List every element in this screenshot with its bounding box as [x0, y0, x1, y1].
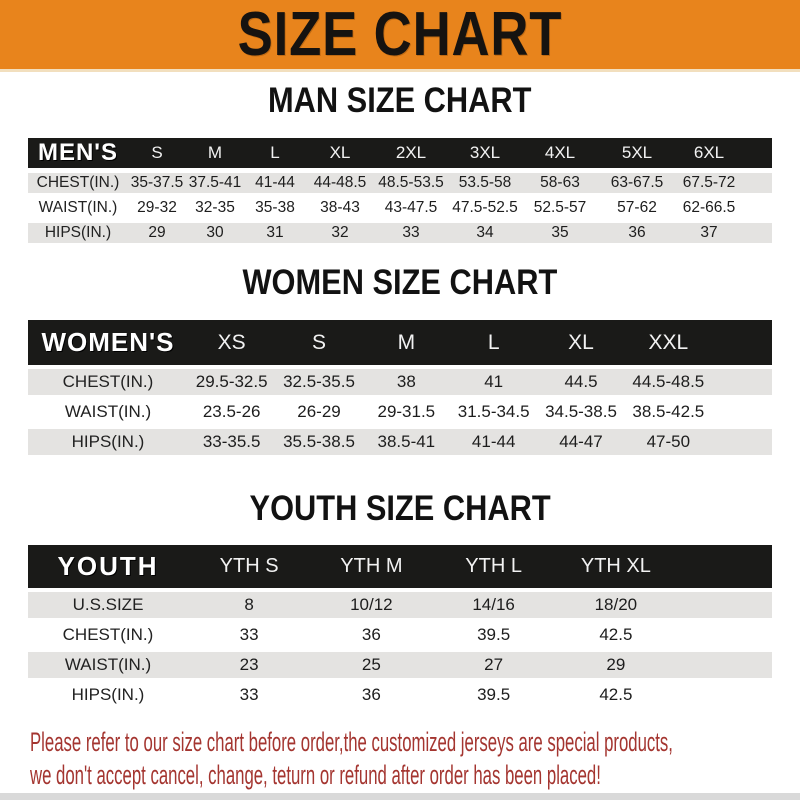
table-cell: 38-43: [320, 199, 360, 216]
table-cell: 44.5: [564, 372, 598, 391]
women-size-header: XXL: [648, 330, 689, 354]
table-cell: 30: [206, 224, 224, 241]
table-cell: 31: [266, 224, 284, 241]
row-label: U.S.SIZE: [72, 595, 144, 614]
youth-size-header: YTH S: [219, 555, 279, 577]
table-cell: 35-38: [255, 199, 295, 216]
women-size-header: XL: [568, 330, 594, 354]
youth-header-label: YOUTH: [57, 551, 159, 581]
table-cell: 29: [148, 224, 166, 241]
table-cell: 32.5-35.5: [283, 372, 355, 391]
men-size-header: 3XL: [469, 143, 501, 162]
table-cell: 37: [700, 224, 718, 241]
men-size-header: L: [270, 143, 280, 162]
youth-size-table: [28, 545, 772, 708]
women-size-header: XS: [217, 330, 246, 354]
table-cell: 38: [396, 372, 416, 391]
men-table-header-bar: [28, 138, 772, 168]
youth-chest-row: [28, 622, 772, 648]
women-header-label: WOMEN'S: [41, 327, 175, 357]
table-cell: 34.5-38.5: [545, 402, 617, 421]
men-section-title: [0, 81, 800, 120]
table-cell: 39.5: [477, 685, 511, 704]
women-size-header: L: [487, 330, 500, 354]
table-cell: 35.5-38.5: [283, 432, 355, 451]
youth-size-header: YTH L: [465, 555, 522, 577]
table-cell: 42.5: [599, 685, 633, 704]
youth-waist-row: [28, 652, 772, 678]
table-cell: 36: [628, 224, 646, 241]
row-label: HIPS(IN.): [71, 685, 145, 704]
men-chest-row: [28, 173, 772, 193]
table-cell: 31.5-34.5: [457, 402, 530, 421]
youth-hips-row: [28, 682, 772, 708]
men-size-header: 6XL: [693, 143, 725, 162]
women-section-title-text: WOMEN SIZE CHART: [242, 263, 558, 302]
table-cell: 53.5-58: [458, 174, 512, 191]
table-cell: 48.5-53.5: [378, 174, 444, 191]
table-cell: 23: [239, 655, 259, 674]
women-chest-row: [28, 369, 772, 395]
table-cell: 33: [239, 625, 259, 644]
table-cell: 44-48.5: [313, 174, 367, 191]
men-size-header: 5XL: [621, 143, 653, 162]
women-table-header-bar: [28, 320, 772, 365]
bottom-border: [0, 793, 800, 800]
table-cell: 47-50: [646, 432, 691, 451]
row-label: WAIST(IN.): [38, 199, 118, 216]
table-cell: 36: [361, 685, 381, 704]
youth-size-header: YTH XL: [580, 555, 651, 577]
table-cell: 47.5-52.5: [452, 199, 518, 216]
table-cell: 33-35.5: [202, 432, 261, 451]
men-hips-row: [28, 223, 772, 243]
table-cell: 29: [606, 655, 626, 674]
women-section-title: [0, 263, 800, 302]
table-cell: 33: [402, 224, 420, 241]
row-label: CHEST(IN.): [36, 174, 120, 191]
youth-ussize-row: [28, 592, 772, 618]
row-label: HIPS(IN.): [44, 224, 112, 241]
men-waist-row: [28, 198, 772, 218]
youth-size-header: YTH M: [340, 555, 403, 577]
youth-section-title-text: YOUTH SIZE CHART: [249, 489, 551, 528]
table-cell: 44.5-48.5: [632, 372, 705, 391]
table-cell: 33: [239, 685, 259, 704]
row-label: WAIST(IN.): [64, 402, 152, 421]
women-waist-row: [28, 399, 772, 425]
row-label: CHEST(IN.): [62, 625, 154, 644]
youth-table-header-bar: [28, 545, 772, 588]
table-cell: 39.5: [477, 625, 511, 644]
row-label: WAIST(IN.): [64, 655, 152, 674]
table-cell: 14/16: [472, 595, 515, 614]
women-hips-row: [28, 429, 772, 455]
size-chart-banner: [0, 0, 800, 72]
men-size-header: 2XL: [395, 143, 427, 162]
disclaimer-line-1: Please refer to our size chart before order,the customized jerseys are special products,: [30, 727, 673, 757]
table-cell: 32-35: [195, 199, 235, 216]
women-size-table: [28, 320, 772, 455]
men-header-label: MEN'S: [37, 139, 119, 166]
table-cell: 29.5-32.5: [195, 372, 268, 391]
table-cell: 32: [331, 224, 349, 241]
table-cell: 63-67.5: [610, 174, 664, 191]
banner-title: SIZE CHART: [237, 0, 563, 69]
disclaimer-line-2: we don't accept cancel, change, teturn or refund after order has been placed!: [30, 760, 601, 790]
table-cell: 26-29: [297, 402, 341, 421]
men-size-table: [28, 138, 772, 243]
men-size-header: M: [207, 143, 223, 162]
table-cell: 41-44: [255, 174, 295, 191]
disclaimer: [30, 726, 673, 792]
table-cell: 41: [484, 372, 504, 391]
men-size-header: XL: [329, 143, 351, 162]
table-cell: 62-66.5: [682, 199, 736, 216]
youth-section-title: [0, 489, 800, 528]
table-cell: 34: [476, 224, 494, 241]
table-cell: 42.5: [599, 625, 633, 644]
row-label: HIPS(IN.): [71, 432, 145, 451]
table-cell: 37.5-41: [188, 174, 242, 191]
table-cell: 8: [244, 595, 254, 614]
men-section-title-text: MAN SIZE CHART: [268, 81, 532, 120]
table-cell: 57-62: [617, 199, 657, 216]
women-size-header: S: [311, 330, 326, 354]
table-cell: 35-37.5: [130, 174, 184, 191]
table-cell: 36: [361, 625, 381, 644]
table-cell: 25: [361, 655, 381, 674]
table-cell: 43-47.5: [384, 199, 438, 216]
table-cell: 23.5-26: [202, 402, 261, 421]
table-cell: 52.5-57: [533, 199, 587, 216]
table-cell: 27: [484, 655, 504, 674]
women-size-header: M: [397, 330, 416, 354]
men-size-header: 4XL: [544, 143, 576, 162]
table-cell: 18/20: [594, 595, 638, 614]
table-cell: 38.5-41: [377, 432, 436, 451]
table-cell: 10/12: [350, 595, 393, 614]
men-size-header: S: [151, 143, 163, 162]
table-cell: 29-32: [137, 199, 177, 216]
row-label: CHEST(IN.): [62, 372, 154, 391]
table-cell: 44-47: [559, 432, 603, 451]
table-cell: 67.5-72: [682, 174, 736, 191]
table-cell: 38.5-42.5: [632, 402, 705, 421]
table-cell: 35: [551, 224, 569, 241]
table-cell: 29-31.5: [377, 402, 436, 421]
table-cell: 41-44: [471, 432, 516, 451]
table-cell: 58-63: [540, 174, 580, 191]
